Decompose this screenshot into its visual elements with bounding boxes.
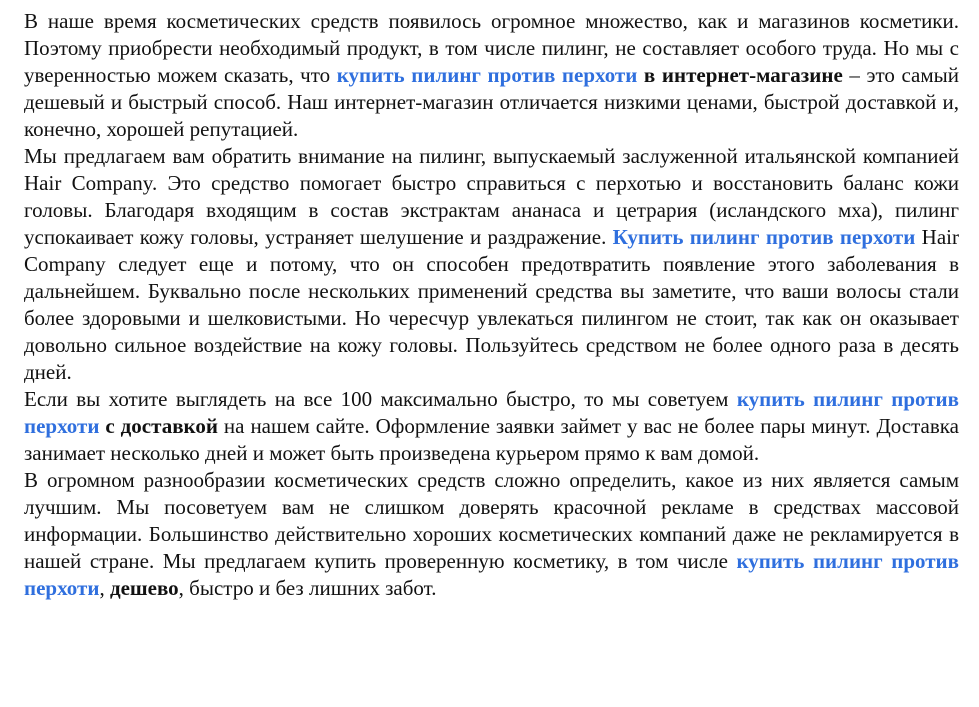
- paragraph-product: [24, 143, 959, 386]
- buy-peeling-link[interactable]: купить пилинг против перхоти: [24, 549, 959, 600]
- buy-peeling-link[interactable]: купить пилинг против перхоти: [336, 63, 638, 87]
- article-body: [24, 8, 959, 602]
- paragraph-intro: [24, 8, 959, 143]
- paragraph-advice: [24, 467, 959, 602]
- paragraph-text: , быстро и без лишних забот.: [178, 576, 437, 600]
- bold-phrase: в интернет-магазине: [637, 63, 843, 87]
- paragraph-text: ,: [99, 576, 110, 600]
- bold-phrase: с доставкой: [99, 414, 218, 438]
- buy-peeling-link[interactable]: Купить пилинг против перхоти: [612, 225, 916, 249]
- paragraph-text: – это самый дешевый и быстрый способ. Наш интернет-магазин отличается низкими ценами, быстрой доставкой и, конечно, хорошей репутацией.: [24, 63, 959, 141]
- paragraph-delivery: [24, 386, 959, 467]
- paragraph-text: на нашем сайте. Оформление заявки займет у вас не более пары минут. Доставка занимает несколько дней и может быть произведена курьером прямо к вам домой.: [24, 414, 959, 465]
- paragraph-text: Hair Company следует еще и потому, что он способен предотвратить появление этого заболевания в дальнейшем. Буквально после нескольких применений средства вы заметите, что ваши волосы стали более здоровыми и шелковистыми. Но чересчур увлекаться пилингом не стоит, так как он оказывает довольно сильное воздействие на кожу головы. Пользуйтесь средством не более одного раза в десять дней.: [24, 225, 959, 384]
- paragraph-text: Мы предлагаем вам обратить внимание на пилинг, выпускаемый заслуженной итальянской компанией Hair Company. Это средство помогает быстро справиться с перхотью и восстановить баланс кожи головы. Благодаря входящим в состав экстрактам ананаса и цетрария (исландского мха), пилинг успокаивает кожу головы, устраняет шелушение и раздражение.: [24, 144, 959, 249]
- buy-peeling-link[interactable]: купить пилинг против перхоти: [24, 387, 959, 438]
- paragraph-text: В наше время косметических средств появилось огромное множество, как и магазинов косметики. Поэтому приобрести необходимый продукт, в том числе пилинг, не составляет особого труда. Но мы с уверенностью можем сказать, что: [24, 9, 959, 87]
- paragraph-text: В огромном разнообразии косметических средств сложно определить, какое из них является самым лучшим. Мы посоветуем вам не слишком доверять красочной рекламе в средствах массовой информации. Большинство действительно хороших косметических компаний даже не рекламируется в нашей стране. Мы предлагаем купить проверенную косметику, в том числе: [24, 468, 959, 573]
- bold-phrase: дешево: [109, 576, 179, 600]
- paragraph-text: Если вы хотите выглядеть на все 100 максимально быстро, то мы советуем: [24, 387, 737, 411]
